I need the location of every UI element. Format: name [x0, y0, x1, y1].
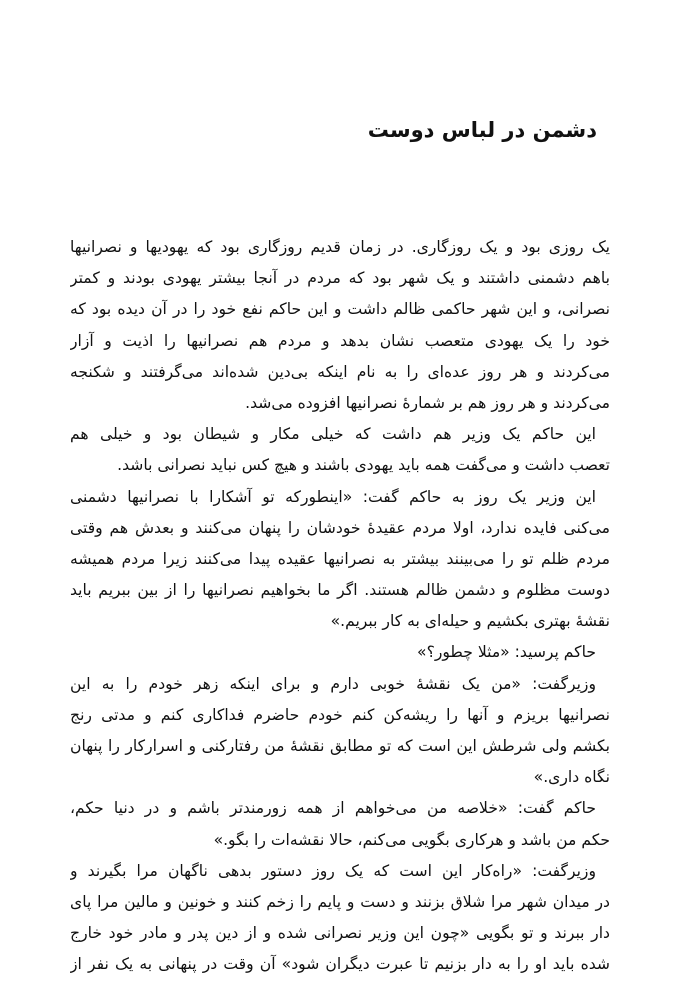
body-text: [70, 232, 610, 981]
text-line: نگاه داری.»: [533, 768, 610, 787]
text-line: می‌کردند و هر روز هم بر شمارهٔ نصرانیها افزوده می‌شد.: [245, 393, 610, 412]
text-line: می‌کردند و هر روز عده‌ای را به نام اینکه بی‌دین شده‌اند می‌گرفتند و شکنجه: [70, 362, 610, 381]
text-line: حکم من باشد و هرکاری بگویی می‌کنم، حالا نقشه‌ات را بگو.»: [213, 830, 610, 849]
text-line: مردم ظلم تو را می‌بینند بیشتر به نصرانیها عقیده پیدا می‌کنند زیرا مردم همیشه: [70, 549, 610, 568]
text-line: خود را یک یهودی متعصب نشان بدهد و مردم هم نصرانیها را اذیت و آزار: [70, 331, 610, 350]
text-line: یک روزی بود و یک روزگاری. در زمان قدیم روزگاری بود که یهودیها و نصرانیها: [70, 238, 610, 256]
chapter-title: دشمن در لباس دوست: [367, 118, 597, 142]
text-line: دوست مظلوم و دشمن ظالم هستند. اگر ما بخواهیم نصرانیها را از بین ببریم باید: [70, 581, 610, 600]
text-line: شده باید او را به دار بزنیم تا عبرت دیگران شود» آن وقت در پنهانی به یک نفر از: [70, 955, 610, 974]
text-line: این وزیر یک روز به حاکم گفت: «اینطورکه تو آشکارا با نصرانیها دشمنی: [70, 487, 596, 506]
text-line: در میدان شهر مرا شلاق بزنند و دست و پایم را زخم کنند و خونین و مالین مرا پای: [70, 892, 610, 911]
text-line: نصرانیها بریزم و آنها را ریشه‌کن کنم خودم حاضرم فداکاری کنم و مدتی رنج: [70, 705, 610, 724]
text-line: حاکم گفت: «خلاصه من می‌خواهم از همه زورمندتر باشم و در دنیا حکم،: [70, 799, 596, 818]
text-line: می‌کنی فایده ندارد، اولا مردم عقیدهٔ خودشان را پنهان می‌کنند و بعدش هم وقتی: [70, 518, 610, 537]
text-line: بکشم ولی شرطش این است که تو مطابق نقشهٔ من رفتارکنی و اسرارکار را پنهان: [70, 737, 610, 755]
text-line: این حاکم یک وزیر هم داشت که خیلی مکار و شیطان بود و خیلی هم: [70, 425, 596, 444]
text-line: تعصب داشت و می‌گفت همه باید یهودی باشند و هیچ کس نباید نصرانی باشد.: [117, 456, 610, 475]
text-line: وزیرگفت: «من یک نقشهٔ خوبی دارم و برای اینکه زهر خودم را به این: [70, 674, 596, 693]
text-line: نصرانی، و این شهر حاکمی ظالم داشت و این حاکم نفع خود را در آن دیده بود که: [70, 300, 610, 319]
text-line: نقشهٔ بهتری بکشیم و حیله‌ای به کار ببریم.»: [330, 612, 610, 631]
text-line: حاکم پرسید: «مثلا چطور؟»: [417, 643, 596, 662]
text-line: وزیرگفت: «راه‌کار این است که یک روز دستور بدهی ناگهان مرا بگیرند و: [70, 861, 596, 880]
text-line: دار ببرند و تو بگویی «چون این وزیر نصرانی شده و از دین پدر و مادر خود خارج: [70, 924, 610, 943]
text-line: باهم دشمنی داشتند و یک شهر بود که مردم در آنجا بیشتر یهودی بودند و کمتر: [70, 269, 610, 288]
